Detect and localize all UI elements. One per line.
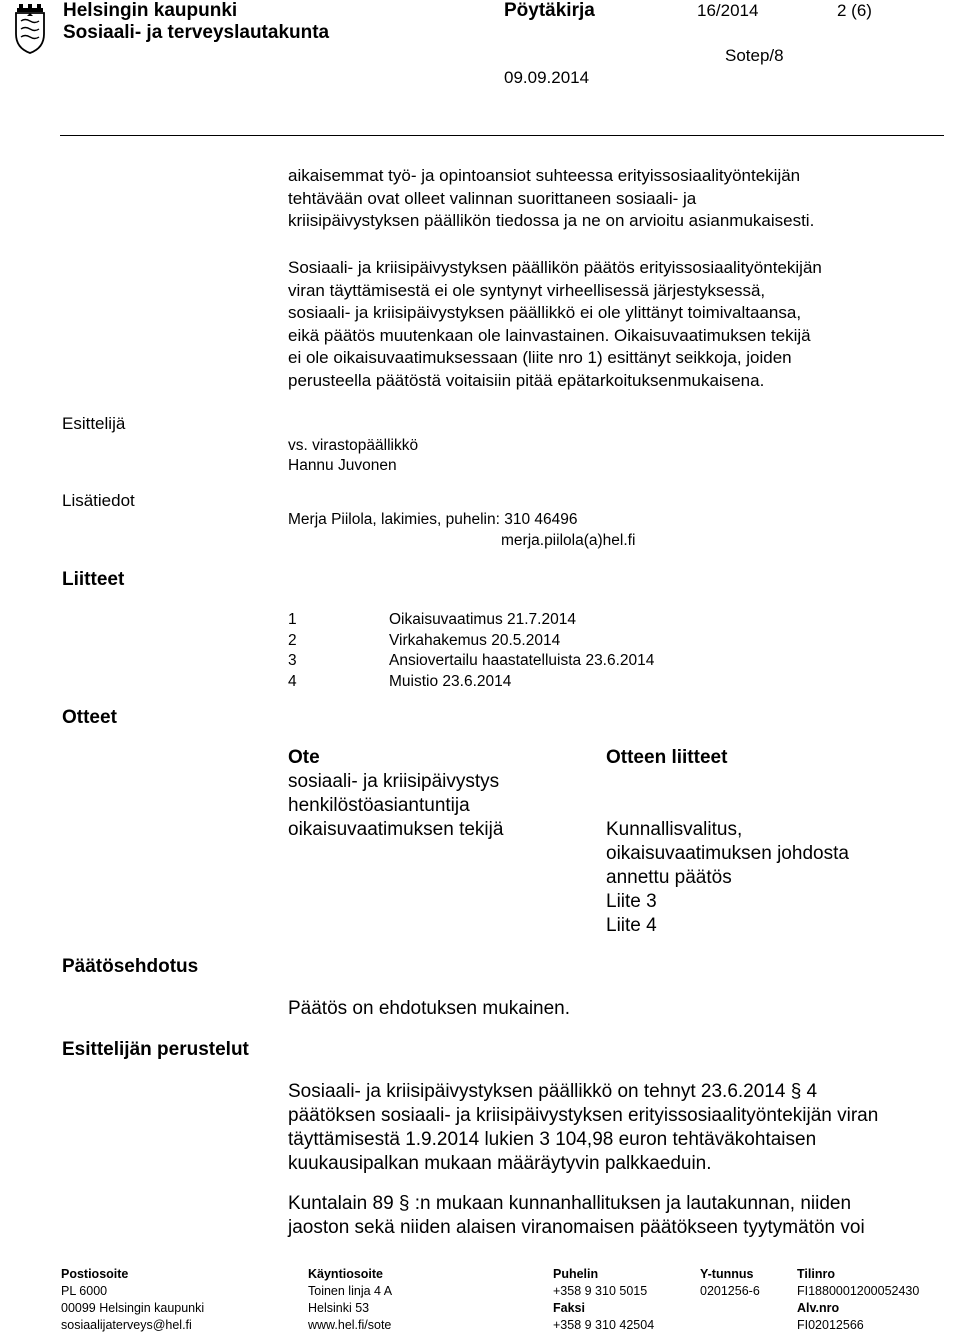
reasoning-line: Sosiaali- ja kriisipäivystyksen päällikkö on tehnyt 23.6.2014 § 4	[288, 1081, 818, 1102]
decision-line: eikä päätös muutenkaan ole lainvastainen. Oikaisuvaatimuksen tekijä	[288, 325, 811, 345]
attachment-title: Muistio 23.6.2014	[389, 672, 512, 690]
list-item: henkilöstöasiantuntija	[288, 795, 470, 816]
presenter-block	[288, 436, 418, 476]
proposal-text: Päätös on ehdotuksen mukainen.	[288, 998, 571, 1019]
attachment-title: Virkahakemus 20.5.2014	[389, 631, 561, 649]
footer-website: www.hel.fi/sote	[308, 1318, 392, 1332]
reasoning-paragraph-2	[288, 1192, 865, 1240]
footer-value: 00099 Helsingin kaupunki	[61, 1301, 205, 1315]
list-item: Kunnallisvalitus,	[606, 819, 743, 840]
reasoning-line: kuukausipalkan mukaan määräytyvin palkkaeduin.	[288, 1153, 712, 1174]
reasoning-line: päätöksen sosiaali- ja kriisipäivystyksen erityissosiaalityöntekijän viran	[288, 1105, 879, 1126]
reasoning-line: täyttämisestä 1.9.2014 lukien 3 104,98 euron tehtäväkohtaisen	[288, 1129, 817, 1150]
presenter-title: vs. virastopäällikkö	[288, 437, 419, 454]
footer-value: +358 9 310 42504	[553, 1318, 655, 1332]
intro-paragraph	[288, 165, 814, 233]
label-esittelijan-perustelut: Esittelijän perustelut	[62, 1039, 249, 1060]
board-name: Sosiaali- ja terveyslautakunta	[63, 22, 330, 43]
reasoning-line: Kuntalain 89 § :n mukaan kunnanhallituksen ja lautakunnan, niiden	[288, 1193, 852, 1214]
list-item	[288, 651, 654, 672]
contact-line: Merja Piilola, lakimies, puhelin: 310 46496	[288, 511, 578, 528]
footer-heading: Alv.nro	[797, 1301, 840, 1315]
intro-line: kriisipäivystyksen päällikön tiedossa ja ne on arvioitu asianmukaisesti.	[288, 211, 815, 231]
excerpt-attachments	[606, 746, 849, 938]
reasoning-paragraph-1	[288, 1080, 878, 1176]
footer-value: 0201256-6	[700, 1284, 760, 1298]
footer-postal	[61, 1266, 204, 1334]
footer-value: FI1880001200052430	[797, 1284, 920, 1298]
list-item	[288, 631, 654, 652]
attachment-number: 4	[288, 672, 297, 690]
footer-email: sosiaalijaterveys@hel.fi	[61, 1318, 192, 1332]
attachment-title: Oikaisuvaatimus 21.7.2014	[389, 611, 576, 628]
footer-visiting	[308, 1266, 392, 1334]
attachment-list	[288, 610, 654, 692]
footer-value: +358 9 310 5015	[553, 1284, 648, 1298]
decision-line: perusteella päätöstä voitaisiin pitää epätarkoituksenmukaisena.	[288, 370, 765, 390]
footer-value: PL 6000	[61, 1284, 108, 1298]
doc-number: 16/2014	[697, 1, 759, 20]
reasoning-line: jaoston sekä niiden alaisen viranomaisen päätökseen tyytymätön voi	[288, 1217, 865, 1238]
list-item: Liite 4	[606, 915, 657, 936]
footer-heading: Käyntiosoite	[308, 1267, 384, 1281]
footer-heading: Postiosoite	[61, 1267, 129, 1281]
section-ref: Sotep/8	[725, 46, 784, 65]
presenter-name: Hannu Juvonen	[288, 457, 397, 474]
intro-line: aikaisemmat työ- ja opintoansiot suhteessa erityissosiaalityöntekijän	[288, 166, 801, 185]
intro-line: tehtävään ovat olleet valinnan suorittaneen sosiaali- ja	[288, 188, 697, 208]
attachment-number: 1	[288, 611, 297, 628]
label-esittelija: Esittelijä	[62, 414, 126, 433]
org-name: Helsingin kaupunki	[63, 0, 238, 21]
header-rule	[60, 135, 944, 136]
list-item: oikaisuvaatimuksen tekijä	[288, 819, 504, 840]
list-item: annettu päätös	[606, 867, 732, 888]
footer-heading: Tilinro	[797, 1267, 835, 1281]
footer-heading: Faksi	[553, 1301, 585, 1315]
footer-business-id	[700, 1266, 760, 1300]
page-indicator: 2 (6)	[837, 1, 872, 20]
excerpt-heading: Ote	[288, 747, 320, 768]
decision-line: sosiaali- ja kriisipäivystyksen päällikkö ei ole ylittänyt toimivaltaansa,	[288, 303, 802, 323]
decision-line: ei ole oikaisuvaatimuksessaan (liite nro 1) esittänyt seikkoja, joiden	[288, 348, 792, 368]
helsinki-crest-icon	[14, 4, 46, 54]
meeting-date: 09.09.2014	[504, 68, 590, 87]
attachment-title: Ansiovertailu haastatelluista 23.6.2014	[389, 652, 655, 669]
label-otteet: Otteet	[62, 707, 117, 728]
attachment-number: 2	[288, 631, 297, 649]
footer-value: Helsinki 53	[308, 1301, 370, 1315]
list-item: sosiaali- ja kriisipäivystys	[288, 771, 500, 792]
decision-line: viran täyttämisestä ei ole syntynyt virheellisessä järjestyksessä,	[288, 280, 766, 300]
list-item	[288, 672, 654, 693]
footer-phone	[553, 1266, 654, 1334]
contact-email: merja.piilola(a)hel.fi	[501, 532, 636, 549]
excerpt-recipients	[288, 746, 503, 842]
label-liitteet: Liitteet	[62, 569, 125, 590]
excerpt-attachments-heading: Otteen liitteet	[606, 747, 728, 768]
footer-value: FI02012566	[797, 1318, 864, 1332]
decision-line: Sosiaali- ja kriisipäivystyksen päällikön päätös erityissosiaalityöntekijän	[288, 258, 822, 277]
footer-account	[797, 1266, 919, 1334]
decision-paragraph	[288, 257, 822, 393]
label-lisatiedot: Lisätiedot	[62, 491, 135, 510]
footer-value: Toinen linja 4 A	[308, 1284, 393, 1298]
footer-heading: Y-tunnus	[700, 1267, 754, 1281]
doc-type: Pöytäkirja	[504, 0, 595, 21]
list-item: Liite 3	[606, 891, 657, 912]
list-item	[288, 610, 654, 631]
label-paatosehdotus: Päätösehdotus	[62, 956, 199, 977]
footer-heading: Puhelin	[553, 1267, 599, 1281]
list-item: oikaisuvaatimuksen johdosta	[606, 843, 849, 864]
attachment-number: 3	[288, 652, 297, 669]
